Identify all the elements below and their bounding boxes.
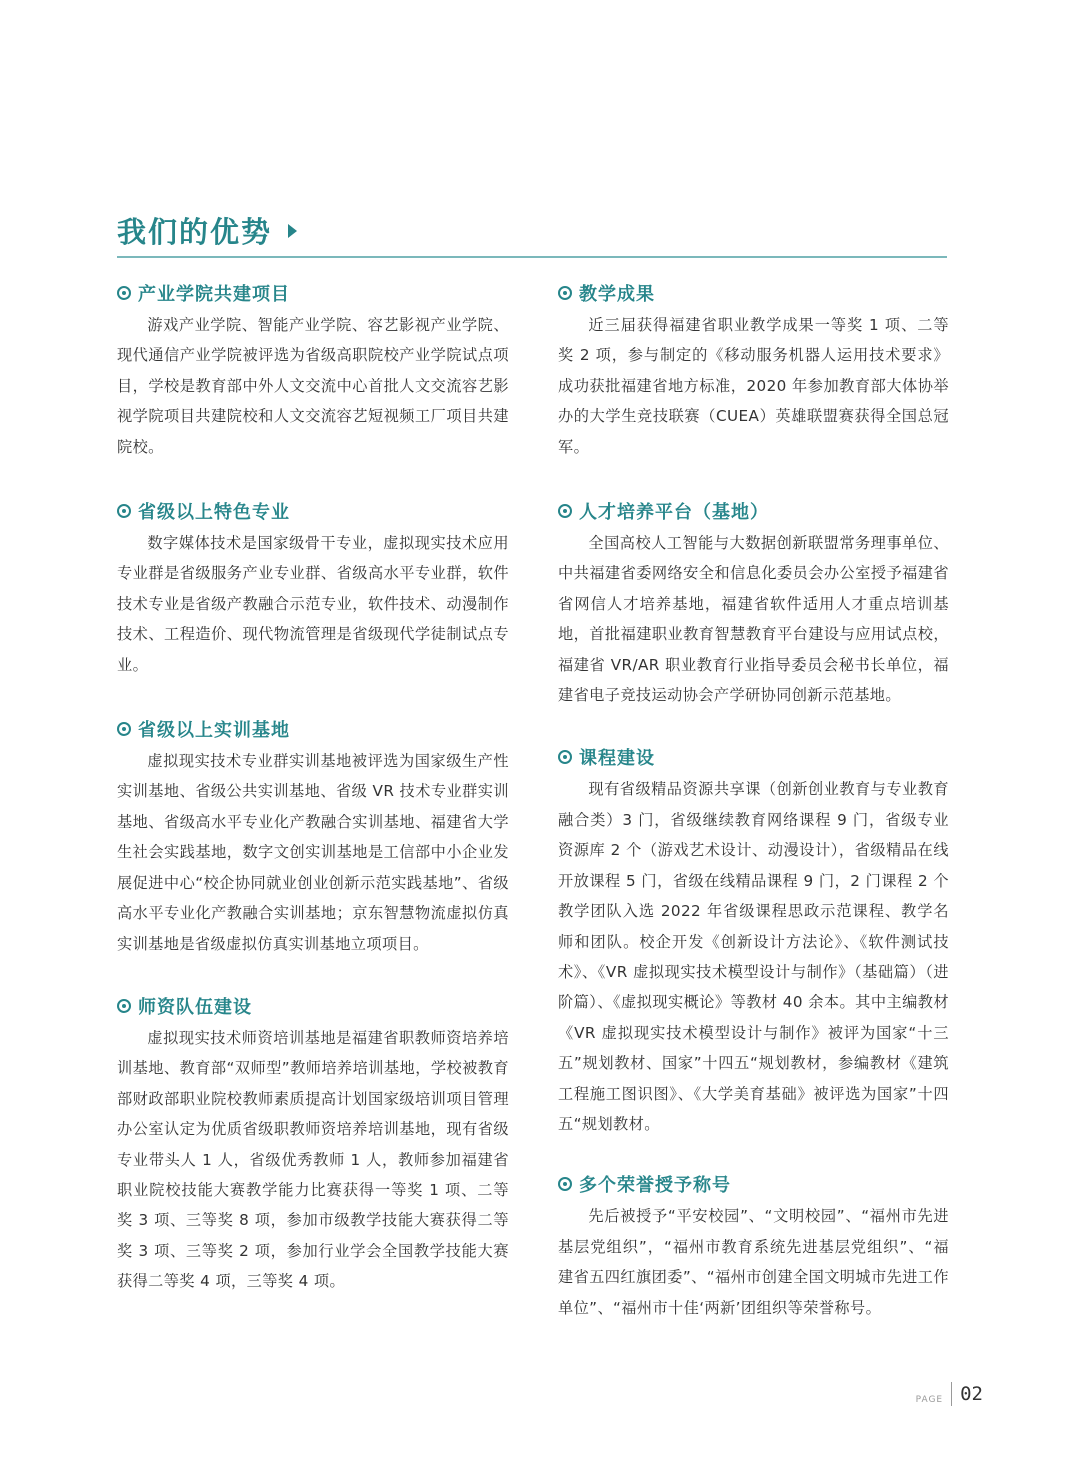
section-talent-platform — [558, 496, 949, 710]
circle-bullet-icon — [117, 286, 131, 300]
circle-bullet-icon — [558, 286, 572, 300]
section-industry-college — [117, 278, 509, 462]
section-heading: 师资队伍建设 — [138, 996, 252, 1018]
section-heading: 省级以上特色专业 — [138, 502, 290, 524]
section-teaching-results — [558, 278, 949, 462]
page-title-text: 我们的优势 — [117, 214, 273, 249]
section-header — [558, 278, 949, 308]
circle-bullet-icon — [117, 722, 131, 736]
section-header — [558, 496, 949, 526]
section-training-bases — [117, 714, 509, 959]
section-header — [117, 496, 509, 526]
section-header — [558, 1169, 949, 1199]
section-heading: 省级以上实训基地 — [138, 720, 290, 742]
section-header — [117, 278, 509, 308]
circle-bullet-icon — [558, 1177, 572, 1191]
section-body: 数字媒体技术是国家级骨干专业，虚拟现实技术应用专业群是省级服务产业专业群、省级高水平专业群，软件技术专业是省级产教融合示范专业，软件技术、动漫制作技术、工程造价、现代物流管理是省级现代学徒制试点专业。 — [117, 534, 509, 674]
page-title — [117, 208, 297, 252]
section-header — [558, 742, 949, 772]
circle-bullet-icon — [117, 999, 131, 1013]
footer-divider — [951, 1382, 952, 1406]
circle-bullet-icon — [558, 504, 572, 518]
section-body: 现有省级精品资源共享课（创新创业教育与专业教育融合类）3 门，省级继续教育网络课程 9 门，省级专业资源库 2 个（游戏艺术设计、动漫设计），省级精品在线开放课程 5 门，省级在线精品课程 9 门，2 门课程 2 个教学团队入选 2022 年省级课程思政示范课程、教学名师和团队。校企开发《创新设计方法论》、《软件测试技术》、《VR 虚拟现实技术模型设计与制作》（基础篇）（进阶篇）、《虚拟现实概论》等教材 40 余本。其中主编教材《VR 虚拟现实技术模型设计与制作》被评为国家“十三五”规划教材、国家”十四五“规划教材，参编教材《建筑工程施工图识图》、《大学美育基础》被评选为国家”十四五“规划教材。 — [558, 780, 949, 1133]
section-curriculum — [558, 742, 949, 1139]
section-body: 近三届获得福建省职业教学成果一等奖 1 项、二等奖 2 项，参与制定的《移动服务机器人运用技术要求》成功获批福建省地方标准，2020 年参加教育部大体协举办的大学生竞技联赛（CUEA）英雄联盟赛获得全国总冠军。 — [558, 316, 949, 456]
section-header — [117, 991, 509, 1021]
title-divider — [117, 256, 947, 258]
section-featured-majors — [117, 496, 509, 680]
section-honors — [558, 1169, 949, 1323]
section-body: 先后被授予“平安校园”、“文明校园”、“福州市先进基层党组织”，“福州市教育系统先进基层党组织”、“福建省五四红旗团委”、“福州市创建全国文明城市先进工作单位”、“福州市十佳‘两新’团组织等荣誉称号。 — [558, 1207, 949, 1317]
section-body: 虚拟现实技术专业群实训基地被评选为国家级生产性实训基地、省级公共实训基地、省级 VR 技术专业群实训基地、省级高水平专业化产教融合实训基地、福建省大学生社会实践基地，数字文创实训基地是工信部中小企业发展促进中心“校企协同就业创业创新示范实践基地”、省级高水平专业化产教融合实训基地；京东智慧物流虚拟仿真实训基地是省级虚拟仿真实训基地立项项目。 — [117, 752, 509, 953]
section-heading: 课程建设 — [579, 748, 655, 770]
page-number: 02 — [960, 1383, 983, 1405]
caret-right-icon — [288, 224, 297, 238]
right-column — [558, 278, 949, 1353]
section-body: 虚拟现实技术师资培训基地是福建省职教师资培养培训基地、教育部“双师型”教师培养培训基地，学校被教育部财政部职业院校教师素质提高计划国家级培训项目管理办公室认定为优质省级职教师资培养培训基地，现有省级专业带头人 1 人，省级优秀教师 1 人，教师参加福建省职业院校技能大赛教学能力比赛获得一等奖 1 项、二等奖 3 项、三等奖 8 项，参加市级教学技能大赛获得二等奖 3 项、三等奖 2 项，参加行业学会全国教学技能大赛获得二等奖 4 项，三等奖 4 项。 — [117, 1028, 509, 1291]
section-header — [117, 714, 509, 744]
circle-bullet-icon — [558, 750, 572, 764]
section-body: 游戏产业学院、智能产业学院、容艺影视产业学院、现代通信产业学院被评选为省级高职院校产业学院试点项目，学校是教育部中外人文交流中心首批人文交流容艺影视学院项目共建院校和人文交流容艺短视频工厂项目共建院校。 — [117, 316, 509, 456]
section-heading: 教学成果 — [579, 284, 655, 305]
section-faculty — [117, 991, 509, 1297]
page-label: PAGE — [915, 1395, 944, 1405]
page-footer — [916, 1382, 983, 1406]
section-heading: 产业学院共建项目 — [138, 284, 290, 305]
section-heading: 多个荣誉授予称号 — [579, 1175, 731, 1197]
section-heading: 人才培养平台（基地） — [579, 502, 769, 524]
left-column — [117, 278, 509, 1327]
section-body: 全国高校人工智能与大数据创新联盟常务理事单位、中共福建省委网络安全和信息化委员会办公室授予福建省省网信人才培养基地，福建省软件适用人才重点培训基地，首批福建职业教育智慧教育平台建设与应用试点校，福建省 VR/AR 职业教育行业指导委员会秘书长单位，福建省电子竞技运动协会产学研协同创新示范基地。 — [558, 534, 949, 705]
circle-bullet-icon — [117, 504, 131, 518]
